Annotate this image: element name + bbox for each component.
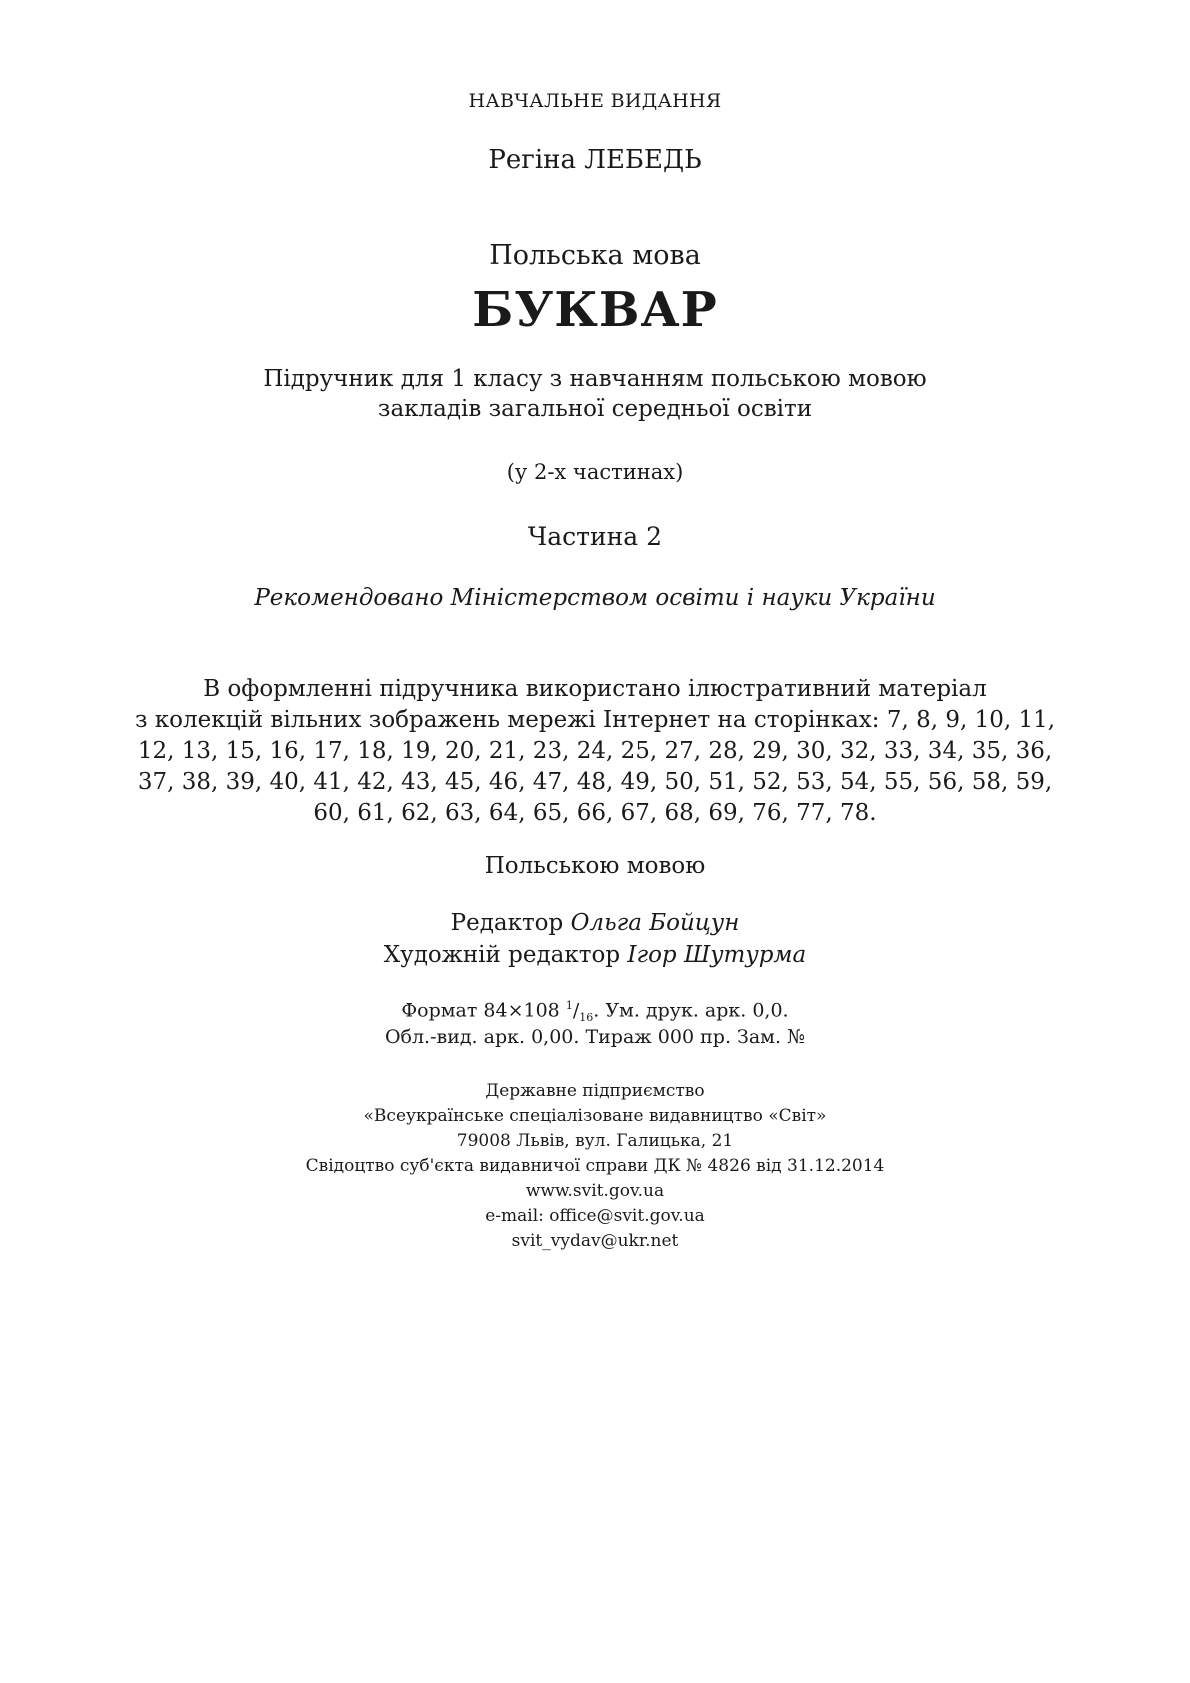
art-editor-label: Художній редактор — [383, 942, 621, 968]
description-line-1: Підручник для 1 класу з навчанням польською мовою — [263, 366, 927, 392]
print-info-line: Обл.-вид. арк. 0,00. Тираж 000 пр. Зам. № — [384, 1026, 806, 1048]
publisher-email-2: svit_vydav@ukr.net — [511, 1231, 679, 1251]
illustration-note-line: 12, 13, 15, 16, 17, 18, 19, 20, 21, 23, 24, 25, 27, 28, 29, 30, 32, 33, 34, 35, 36, — [137, 738, 1053, 764]
publisher-line: «Всеукраїнське спеціалізоване видавництво «Світ» — [363, 1106, 827, 1126]
editor-name: Ольга Бойцун — [570, 910, 740, 936]
format-prefix: Формат 84×108 — [401, 999, 560, 1022]
recommendation: Рекомендовано Міністерством освіти і науки України — [254, 585, 936, 611]
format-line: Формат 84×108 $^1/_{16}$. Ум. друк. арк. 0,0. — [401, 999, 789, 1025]
editor-label: Редактор — [450, 910, 564, 936]
editor-credit — [0, 910, 1190, 936]
book-title: БУКВАР — [472, 282, 718, 338]
publisher-address: 79008 Львів, вул. Галицька, 21 — [456, 1131, 734, 1151]
description-line-2: закладів загальної середньої освіти — [377, 396, 813, 422]
author-name: Регіна ЛЕБЕДЬ — [488, 145, 702, 175]
format-suffix: . Ум. друк. арк. 0,0. — [593, 999, 789, 1022]
parts-note: (у 2-х частинах) — [506, 460, 684, 484]
art-editor-name: Ігор Шутурма — [627, 942, 807, 968]
subject-title: Польська мова — [489, 240, 701, 271]
publisher-line: Державне підприємство — [485, 1081, 705, 1101]
art-editor-credit — [0, 942, 1190, 968]
format-numerator: 1 — [565, 999, 573, 1012]
illustration-note-line: 37, 38, 39, 40, 41, 42, 43, 45, 46, 47, 48, 49, 50, 51, 52, 53, 54, 55, 56, 58, 59, — [137, 769, 1053, 795]
format-denominator: 16 — [579, 1011, 594, 1025]
series-label: НАВЧАЛЬНЕ ВИДАННЯ — [468, 90, 722, 112]
publisher-website: www.svit.gov.ua — [525, 1181, 665, 1201]
language-note: Польською мовою — [484, 853, 706, 879]
illustration-note-line: з колекцій вільних зображень мережі Інтернет на сторінках: 7, 8, 9, 10, 11, — [134, 707, 1056, 733]
publisher-certificate: Свідоцтво суб'єкта видавничої справи ДК № 4826 від 31.12.2014 — [305, 1156, 885, 1176]
part-number: Частина 2 — [527, 522, 663, 551]
illustration-note-line: 60, 61, 62, 63, 64, 65, 66, 67, 68, 69, 76, 77, 78. — [313, 800, 877, 826]
illustration-note-line: В оформленні підручника використано ілюстративний матеріал — [203, 676, 987, 702]
publisher-email: e-mail: office@svit.gov.ua — [485, 1206, 705, 1226]
